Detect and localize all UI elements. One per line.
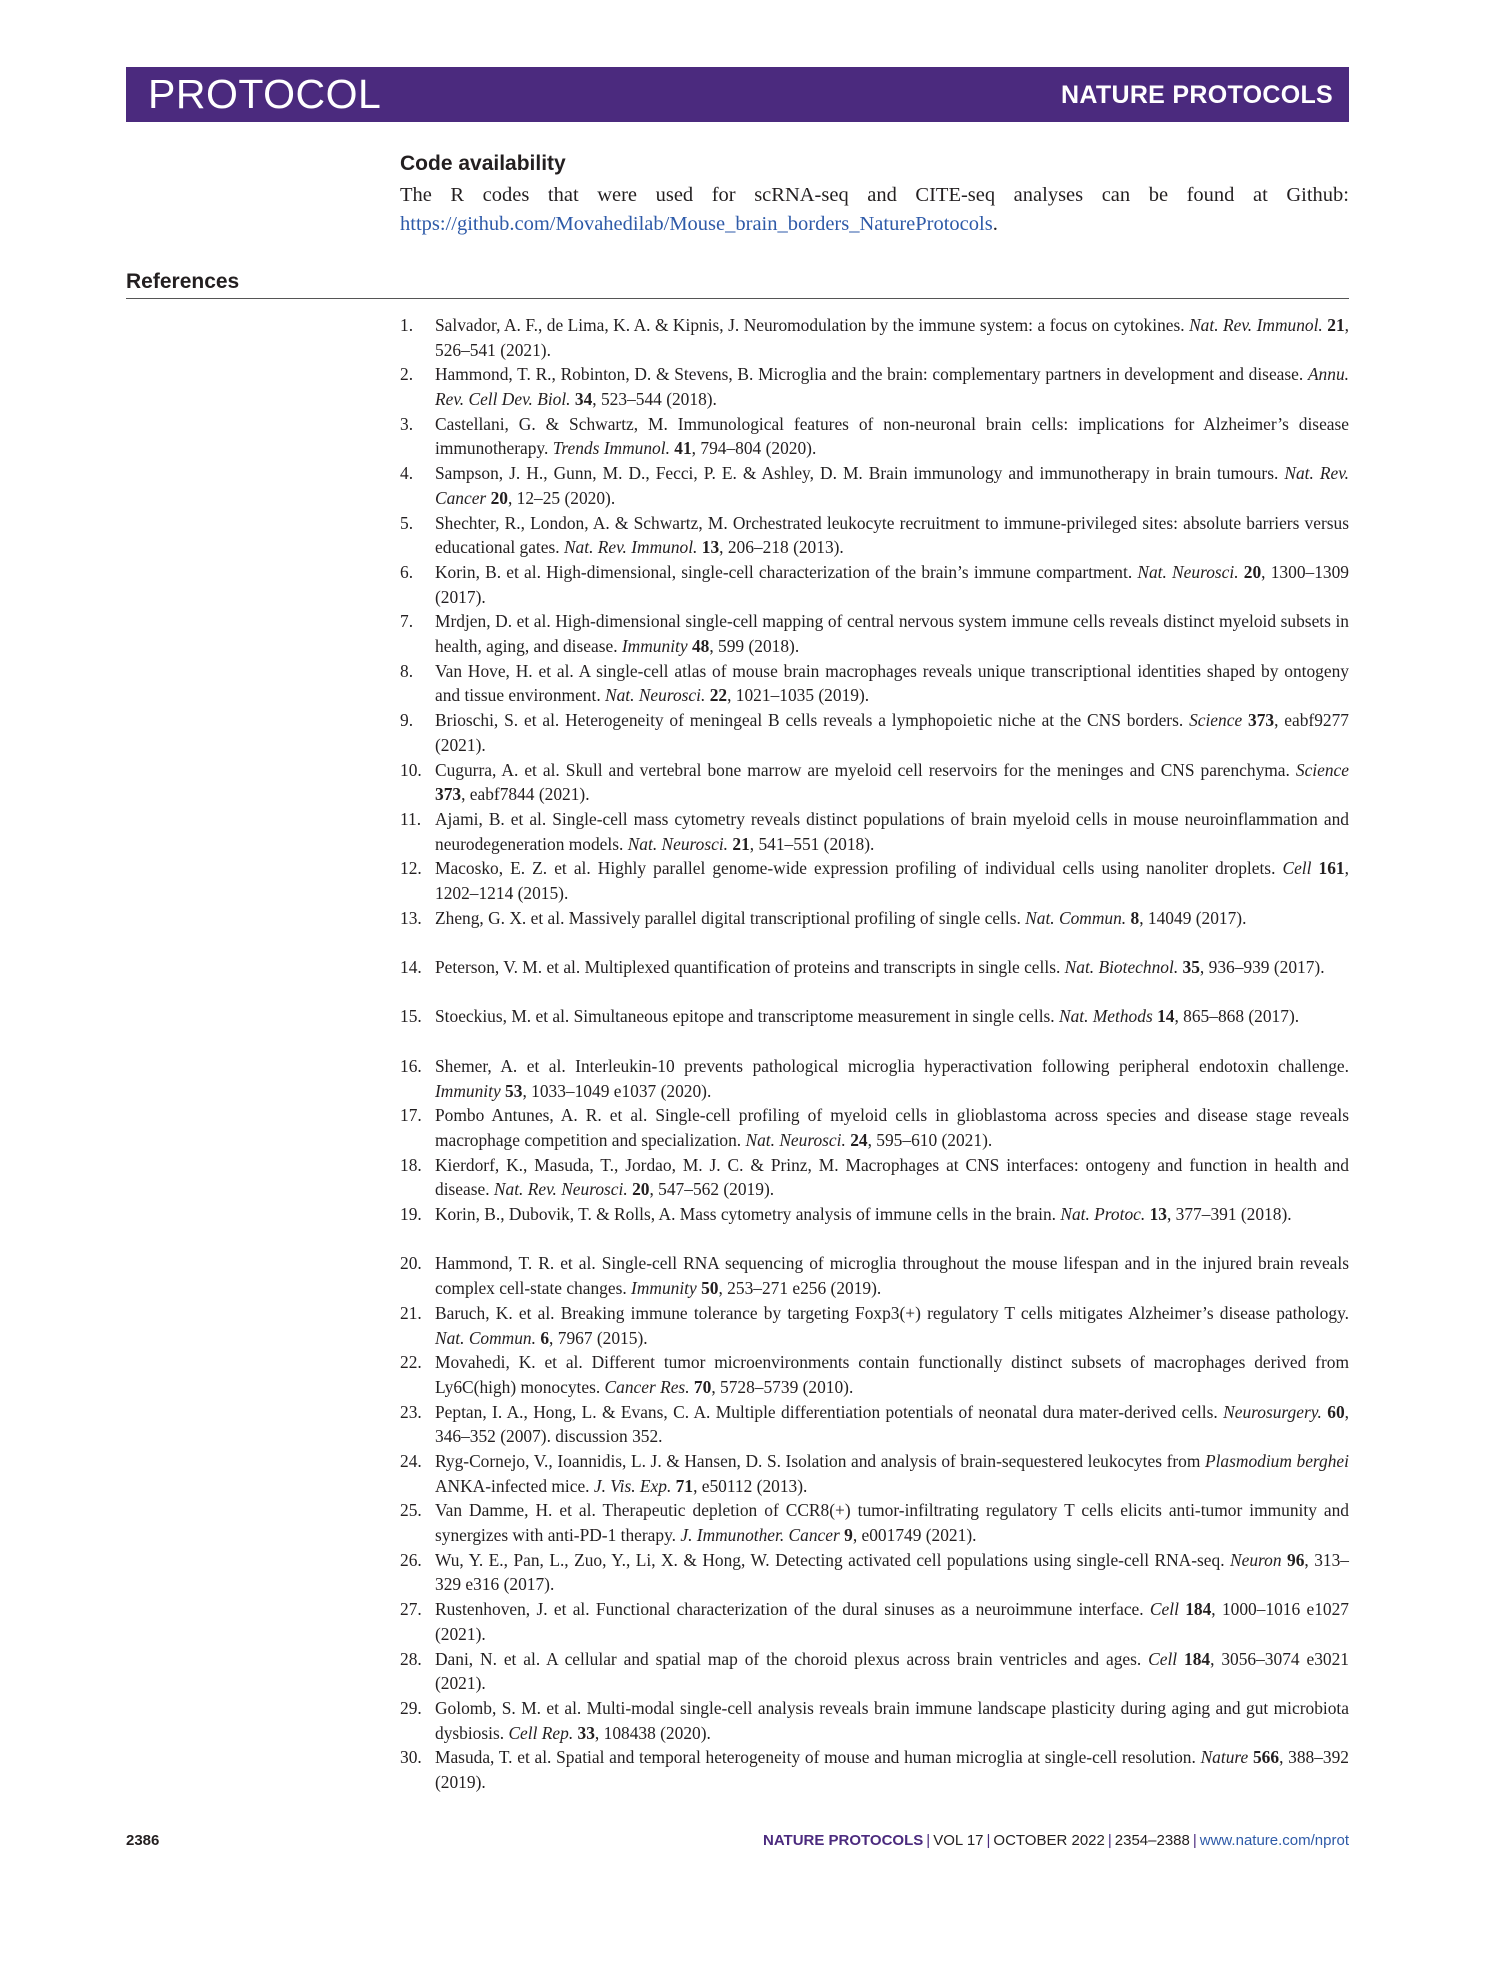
reference-item [400, 1647, 1349, 1696]
reference-number: 12. [400, 858, 422, 879]
reference-number: 8. [400, 660, 414, 681]
reference-number: 24. [400, 1450, 422, 1471]
reference-item [400, 708, 1349, 757]
reference-text: Hammond, T. R., Robinton, D. & Stevens, B. Microglia and the brain: complementary partners in development and disease. Annu. Rev. Cell Dev. Biol. 34, 523–544 (2018). [435, 364, 1349, 410]
reference-text: Peterson, V. M. et al. Multiplexed quantification of proteins and transcripts in single cells. Nat. Biotechnol. 35, 936–939 (2017). [435, 957, 1325, 978]
reference-text: Zheng, G. X. et al. Massively parallel digital transcriptional profiling of single cells. Nat. Commun. 8, 14049 (2017). [435, 907, 1247, 928]
reference-item [400, 1696, 1349, 1745]
reference-text: Brioschi, S. et al. Heterogeneity of meningeal B cells reveals a lymphopoietic niche at the CNS borders. Science 373, eabf9277 (2021). [435, 710, 1349, 755]
references-heading: References [126, 270, 240, 293]
reference-item [400, 560, 1349, 609]
code-availability-period: . [992, 213, 998, 235]
reference-item [400, 609, 1349, 658]
article-type-label: PROTOCOL [148, 71, 382, 117]
reference-text: Salvador, A. F., de Lima, K. A. & Kipnis, J. Neuromodulation by the immune system: a focus on cytokines. Nat. Rev. Immunol. 21, 526–541 (2021). [435, 315, 1349, 360]
reference-item [400, 511, 1349, 560]
footer-citation [763, 1832, 1349, 1849]
reference-item [400, 412, 1349, 461]
reference-item [400, 362, 1349, 411]
reference-item [400, 1350, 1349, 1399]
reference-text: Ajami, B. et al. Single-cell mass cytometry reveals distinct populations of brain myeloid cells in mouse neuroinflammation and neurodegeneration models. Nat. Neurosci. 21, 541–551 (2018). [435, 808, 1349, 854]
reference-number: 26. [400, 1549, 422, 1570]
reference-text: Shechter, R., London, A. & Schwartz, M. Orchestrated leukocyte recruitment to immune-privileged sites: absolute barriers versus educational gates. Nat. Rev. Immunol. 13, 206–218 (2013). [435, 512, 1349, 558]
reference-number: 20. [400, 1253, 422, 1274]
footer-journal: NATURE PROTOCOLS [762, 1832, 924, 1849]
reference-number: 14. [400, 957, 422, 978]
reference-number: 15. [400, 1006, 422, 1027]
footer-separator: | [986, 1832, 991, 1849]
reference-item [400, 758, 1349, 807]
code-availability-heading: Code availability [400, 152, 566, 175]
reference-item [400, 807, 1349, 856]
reference-item [400, 1103, 1349, 1152]
footer-separator: | [1107, 1832, 1112, 1849]
code-availability-text [400, 181, 1349, 239]
reference-item [400, 1202, 1349, 1251]
footer-separator: | [926, 1832, 931, 1849]
reference-item [400, 1548, 1349, 1597]
reference-item [400, 1597, 1349, 1646]
reference-number: 13. [400, 907, 422, 928]
reference-number: 18. [400, 1154, 422, 1175]
references-list [400, 313, 1349, 1795]
reference-text: Rustenhoven, J. et al. Functional characterization of the dural sinuses as a neuroimmune interface. Cell 184, 1000–1016 e1027 (2021). [435, 1599, 1349, 1644]
reference-text: Pombo Antunes, A. R. et al. Single-cell profiling of myeloid cells in glioblastoma across species and disease stage reveals macrophage competition and specialization. Nat. Neurosci. 24, 595–610 (2021). [435, 1105, 1349, 1150]
reference-item [400, 461, 1349, 510]
reference-item [400, 659, 1349, 708]
footer-date: OCTOBER 2022 [993, 1832, 1105, 1849]
reference-text: Van Hove, H. et al. A single-cell atlas of mouse brain macrophages reveals unique transcriptional identities shaped by ontogeny and tissue environment. Nat. Neurosci. 22, 1021–1035 (2019). [435, 660, 1349, 706]
reference-text: Cugurra, A. et al. Skull and vertebral bone marrow are myeloid cell reservoirs for the meninges and CNS parenchyma. Science 373, eabf7844 (2021). [435, 759, 1349, 805]
reference-number: 19. [400, 1204, 422, 1225]
reference-number: 30. [400, 1747, 422, 1768]
reference-number: 22. [400, 1352, 422, 1373]
reference-number: 10. [400, 759, 422, 780]
reference-item [400, 1745, 1349, 1794]
reference-item [400, 906, 1349, 955]
reference-number: 21. [400, 1302, 422, 1323]
reference-number: 1. [400, 315, 414, 335]
reference-number: 28. [400, 1648, 422, 1669]
reference-text: Sampson, J. H., Gunn, M. D., Fecci, P. E. & Ashley, D. M. Brain immunology and immunotherapy in brain tumours. Nat. Rev. Cancer 20, 12–25 (2020). [435, 463, 1349, 508]
page-number: 2386 [126, 1832, 160, 1849]
reference-item [400, 1498, 1349, 1547]
reference-text: Ryg-Cornejo, V., Ioannidis, L. J. & Hansen, D. S. Isolation and analysis of brain-sequestered leukocytes from Plasmodium berghei ANKA-infected mice. J. Vis. Exp. 71, e50112 (2013). [435, 1450, 1349, 1496]
reference-item [400, 1054, 1349, 1103]
references-divider [126, 298, 1349, 299]
reference-item [400, 856, 1349, 905]
reference-number: 27. [400, 1599, 422, 1620]
reference-text: Shemer, A. et al. Interleukin-10 prevents pathological microglia hyperactivation following peripheral endotoxin challenge. Immunity 53, 1033–1049 e1037 (2020). [435, 1055, 1349, 1101]
header-banner [126, 67, 1349, 122]
reference-number: 25. [400, 1500, 422, 1521]
footer-url-link[interactable]: www.nature.com/nprot [1199, 1832, 1349, 1849]
reference-text: Masuda, T. et al. Spatial and temporal heterogeneity of mouse and human microglia at single-cell resolution. Nature 566, 388–392 (2019). [435, 1747, 1350, 1793]
reference-text: Korin, B. et al. High-dimensional, single-cell characterization of the brain’s immune compartment. Nat. Neurosci. 20, 1300–1309 (2017). [435, 561, 1349, 607]
reference-text: Kierdorf, K., Masuda, T., Jordao, M. J. C. & Prinz, M. Macrophages at CNS interfaces: ontogeny and function in health and disease. Nat. Rev. Neurosci. 20, 547–562 (2019). [435, 1154, 1349, 1200]
reference-text: Mrdjen, D. et al. High-dimensional single-cell mapping of central nervous system immune cells reveals distinct myeloid subsets in health, aging, and disease. Immunity 48, 599 (2018). [435, 611, 1349, 657]
reference-text: Korin, B., Dubovik, T. & Rolls, A. Mass cytometry analysis of immune cells in the brain. Nat. Protoc. 13, 377–391 (2018). [435, 1204, 1292, 1225]
reference-text: Movahedi, K. et al. Different tumor microenvironments contain functionally distinct subsets of macrophages derived from Ly6C(high) monocytes. Cancer Res. 70, 5728–5739 (2010). [435, 1352, 1349, 1397]
reference-number: 23. [400, 1401, 422, 1422]
github-link[interactable]: https://github.com/Movahedilab/Mouse_brain_borders_NatureProtocols [400, 213, 993, 235]
reference-text: Macosko, E. Z. et al. Highly parallel genome-wide expression profiling of individual cells using nanoliter droplets. Cell 161, 1202–1214 (2015). [435, 858, 1349, 903]
reference-item [400, 1004, 1349, 1053]
reference-text: Hammond, T. R. et al. Single-cell RNA sequencing of microglia throughout the mouse lifespan and in the injured brain reveals complex cell-state changes. Immunity 50, 253–271 e256 (2019). [435, 1253, 1349, 1299]
reference-text: Dani, N. et al. A cellular and spatial map of the choroid plexus across brain ventricles and ages. Cell 184, 3056–3074 e3021 (2021). [435, 1648, 1349, 1694]
reference-number: 3. [400, 413, 414, 434]
reference-item [400, 1301, 1349, 1350]
reference-number: 11. [400, 808, 422, 829]
reference-number: 9. [400, 710, 414, 731]
reference-item [400, 313, 1349, 362]
reference-item [400, 1400, 1349, 1449]
reference-text: Castellani, G. & Schwartz, M. Immunological features of non-neuronal brain cells: implications for Alzheimer’s disease immunotherapy. Trends Immunol. 41, 794–804 (2020). [435, 413, 1349, 459]
reference-number: 4. [400, 463, 414, 484]
reference-item [400, 1153, 1349, 1202]
code-availability-sentence: The R codes that were used for scRNA-seq and CITE-seq analyses can be found at Github: [400, 184, 1349, 206]
reference-text: Stoeckius, M. et al. Simultaneous epitope and transcriptome measurement in single cells. Nat. Methods 14, 865–868 (2017). [435, 1006, 1300, 1027]
reference-number: 2. [400, 364, 414, 385]
reference-number: 5. [400, 512, 414, 533]
reference-text: Baruch, K. et al. Breaking immune tolerance by targeting Foxp3(+) regulatory T cells mitigates Alzheimer’s disease pathology. Nat. Commun. 6, 7967 (2015). [435, 1302, 1349, 1348]
journal-name-label: NATURE PROTOCOLS [1061, 81, 1333, 109]
reference-item [400, 955, 1349, 1004]
reference-text: Golomb, S. M. et al. Multi-modal single-cell analysis reveals brain immune landscape plasticity during aging and gut microbiota dysbiosis. Cell Rep. 33, 108438 (2020). [435, 1697, 1349, 1743]
reference-item [400, 1449, 1349, 1498]
reference-text: Peptan, I. A., Hong, L. & Evans, C. A. Multiple differentiation potentials of neonatal dura mater-derived cells. Neurosurgery. 60, 346–352 (2007). discussion 352. [435, 1401, 1349, 1447]
reference-text: Van Damme, H. et al. Therapeutic depletion of CCR8(+) tumor-infiltrating regulatory T cells elicits anti-tumor immunity and synergizes with anti-PD-1 therapy. J. Immunother. Cancer 9, e001749 (2021). [435, 1500, 1349, 1546]
reference-number: 7. [400, 611, 414, 632]
footer-volume: VOL 17 [933, 1832, 984, 1849]
reference-number: 17. [400, 1105, 422, 1126]
footer-pages: 2354–2388 [1114, 1832, 1190, 1849]
reference-number: 6. [400, 561, 414, 582]
reference-number: 16. [400, 1055, 422, 1076]
reference-number: 29. [400, 1697, 422, 1718]
footer-separator: | [1192, 1832, 1197, 1849]
reference-item [400, 1251, 1349, 1300]
reference-text: Wu, Y. E., Pan, L., Zuo, Y., Li, X. & Hong, W. Detecting activated cell populations using single-cell RNA-seq. Neuron 96, 313–329 e316 (2017). [435, 1549, 1349, 1595]
